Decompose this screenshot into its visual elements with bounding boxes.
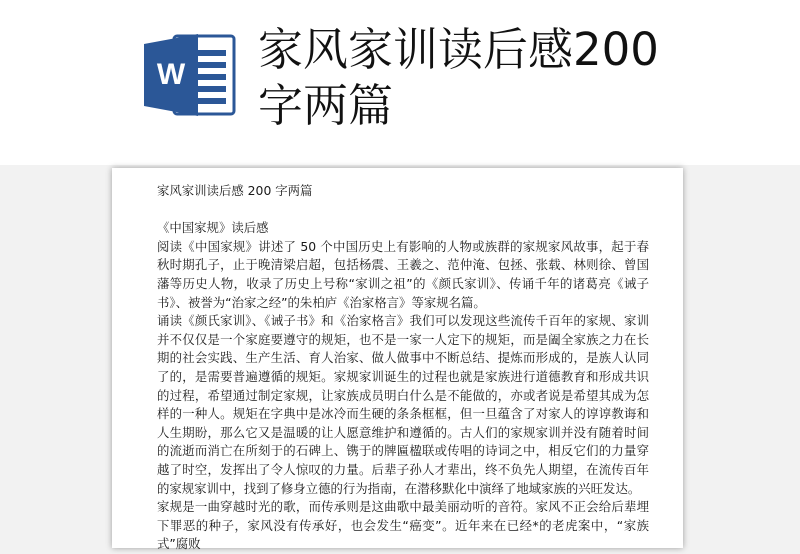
paragraph: 家规是一曲穿越时光的歌，而传承则是这曲歌中最美丽动听的音符。家风不正会给后辈埋下罪恶的种子，家风没有传承好，也会发生“癌变”。近年来在已经*的老虎案中，“家族式”腐败 [157,499,649,552]
document-page [112,168,683,552]
word-document-icon [140,30,240,120]
document-body [157,182,649,554]
blank-line [157,201,649,220]
paragraph: 诵读《颜氏家训》、《诫子书》和《治家格言》我们可以发现这些流传千百年的家规、家训并不仅仅是一个家庭要遵守的规矩，也不是一家一人定下的规矩，而是阖全家族之力在长期的社会实践、生产生活、育人治家、做人做事中不断总结、提炼而形成的，是族人认同了的，是需要普遍遵循的规矩。家规家训诞生的过程也就是家族进行道德教育和形成共识的过程，希望通过制定家规，让家族成员明白什么是不能做的，亦或者说是希望其成为怎样的一种人。规矩在字典中是冰冷而生硬的条条框框，但一旦蕴含了对家人的谆谆教诲和人生期盼，那么它又是温暖的让人愿意维护和遵循的。古人们的家规家训并没有随着时间的流逝而消亡在所刻于的石碑上、镌于的牌匾楹联或传唱的诗词之中，相反它们的力量穿越了时空，发挥出了令人惊叹的力量。后辈子孙人才辈出，终不负先人期望，在流传百年的家规家训中，找到了修身立德的行为指南，在潜移默化中演绎了地域家族的兴旺发达。 [157,313,649,496]
document-heading: 家风家训读后感 200 字两篇 [157,183,313,198]
header-banner [0,0,800,165]
document-title: 家风家训读后感200字两篇 [258,23,659,132]
paragraph: 阅读《中国家规》讲述了 50 个中国历史上有影响的人物或族群的家规家风故事，起于春秋时期孔子，止于晚清梁启超，包括杨震、王羲之、范仲淹、包拯、张载、林则徐、曾国藩等历史人物，收录了历史上号称“家训之祖”的《颜氏家训》、传诵千年的诸葛亮《诫子书》、被誉为“治家之经”的朱柏庐《治家格言》等家规名篇。 [157,238,649,310]
section-heading: 《中国家规》读后感 [157,220,269,236]
word-icon-letter: W [156,58,186,91]
